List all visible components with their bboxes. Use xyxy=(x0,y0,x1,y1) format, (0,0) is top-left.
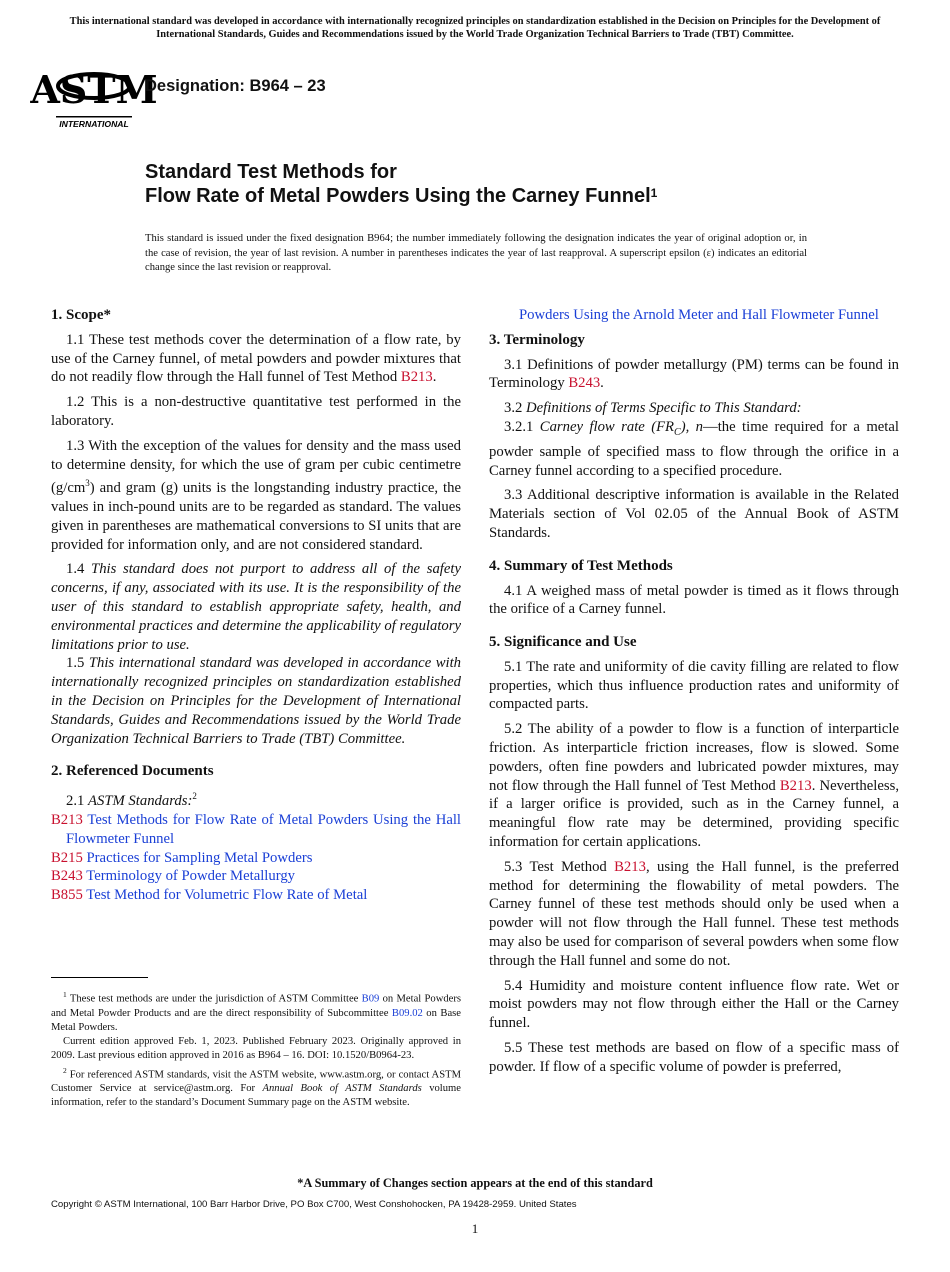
header-notice: This international standard was developed in accordance with internationally recognized principles on standardization established in the Decision on Principles for the Development of International Standards, Guides and Recommendations issued by the World Trade Organization Technical Barriers to Trade (TBT) Committee. xyxy=(69,16,881,40)
reference-code: B215 xyxy=(51,849,83,866)
section-5-heading: 5. Significance and Use xyxy=(489,634,637,651)
reference-code: B243 xyxy=(51,868,83,885)
section-4-heading: 4. Summary of Test Methods xyxy=(489,557,673,574)
footnotes xyxy=(51,988,461,1111)
title-line-1: Standard Test Methods for xyxy=(145,161,397,183)
footnote-2: $^2$ For referenced ASTM standards, visit the ASTM website, www.astm.org, or contact ASTM Customer Service at service@astm.org. For Annual Book of ASTM Standards volume information, refer to the standard’s Document Summary page on the ASTM website. xyxy=(51,1065,461,1109)
page-number: 1 xyxy=(471,1221,479,1236)
logo-letters: ASTM xyxy=(30,67,158,112)
astm-logo xyxy=(30,56,158,130)
left-column xyxy=(51,306,461,905)
section-1-heading: 1. Scope* xyxy=(51,307,111,323)
title-footnote-mark[interactable]: 1 xyxy=(650,186,658,200)
summary-of-changes-note: *A Summary of Changes section appears at the end of this standard xyxy=(297,1176,653,1190)
ref-link-b243[interactable]: B243 xyxy=(568,375,601,392)
committee-link-b09[interactable]: B09 xyxy=(361,993,380,1005)
reference-item[interactable] xyxy=(51,886,461,905)
ref-link-b213[interactable]: B213 xyxy=(614,858,646,875)
para-3-2-1: 3.2.1 Carney flow rate $(FR_C)$, n—the time required for a metal powder sample of specified mass to flow through the orifice in a Carney funnel according to a specified procedure. xyxy=(489,418,899,479)
reference-title: Terminology of Powder Metallurgy xyxy=(86,868,296,885)
reference-item[interactable] xyxy=(51,849,461,868)
ref-link-b213[interactable]: B213 xyxy=(779,777,812,794)
para-3-1: 3.1 Definitions of powder metallurgy (PM) terms can be found in Terminology B243. xyxy=(489,356,899,392)
title-line-2: Flow Rate of Metal Powders Using the Carney Funnel xyxy=(145,185,651,207)
issue-note: This standard is issued under the fixed designation B964; the number immediately following the designation indicates the year of original adoption or, in the case of revision, the year of last revision. A number in parentheses indicates the year of last reapproval. A superscript epsilon (ε) indicates an editorial change since the last revision or reapproval. xyxy=(145,233,807,274)
footnote-edition: Current edition approved Feb. 1, 2023. Published February 2023. Originally approved in 2009. Last previous edition approved in 2016 as B964 – 16. DOI: 10.1520/B0964-23. xyxy=(51,1036,461,1062)
para-2-1: 2.1 ASTM Standards:$^2$ xyxy=(66,791,197,810)
footnote-rule xyxy=(51,977,148,978)
reference-code: B213 xyxy=(51,811,83,828)
subcommittee-link-b0902[interactable]: B09.02 xyxy=(391,1007,423,1019)
para-1-5: 1.5 This international standard was developed in accordance with internationally recognized principles on standardization established in the Decision on Principles for the Development of International Standards, Guides and Recommendations issued by the World Trade Organization Technical Barriers to Trade (TBT) Committee. xyxy=(51,655,461,747)
reference-title: Practices for Sampling Metal Powders xyxy=(86,849,313,866)
reference-code: B855 xyxy=(51,887,83,904)
para-3-3: 3.3 Additional descriptive information is available in the Related Materials section of Vol 02.05 of the Annual Book of ASTM Standards. xyxy=(489,487,899,541)
para-4-1: 4.1 A weighed mass of metal powder is timed as it flows through the orifice of a Carney funnel. xyxy=(489,582,899,618)
copyright: Copyright © ASTM International, 100 Barr Harbor Drive, PO Box C700, West Conshohocken, PA 19428-2959. United States xyxy=(51,1199,577,1210)
reference-item[interactable] xyxy=(51,811,461,849)
reference-item[interactable] xyxy=(51,867,461,886)
document-title xyxy=(145,160,657,208)
logo-wordmark: INTERNATIONAL xyxy=(59,119,129,129)
reference-title: Test Methods for Flow Rate of Metal Powders Using the Hall Flowmeter Funnel xyxy=(66,811,461,847)
para-1-3: 1.3 With the exception of the values for density and the mass used to determine density, for which the use of gram per cubic centimetre $(g/cm^3)$ and gram (g) units is the longstanding industry practice, the values in inch-pound units are to be regarded as standard. The values given in parentheses are mathematical conversions to SI units that are provided for information only, and are not considered standard. xyxy=(51,437,461,553)
para-5-5: 5.5 These test methods are based on flow of a specific mass of powder. If flow of a specific volume of powder is preferred, xyxy=(489,1040,899,1075)
reference-title: Test Method for Volumetric Flow Rate of Metal xyxy=(86,887,368,904)
reference-title-continued[interactable]: Powders Using the Arnold Meter and Hall Flowmeter Funnel xyxy=(519,307,879,323)
section-2-heading: 2. Referenced Documents xyxy=(51,763,214,780)
footnote-1: $^1$ These test methods are under the jurisdiction of ASTM Committee B09 on Metal Powders and Metal Powder Products and are the direct responsibility of Subcommittee B09.02 on Base Metal Powders. xyxy=(51,990,461,1033)
para-1-2: 1.2 This is a non-destructive quantitative test performed in the laboratory. xyxy=(51,394,461,429)
para-5-3: 5.3 Test Method B213, using the Hall funnel, is the preferred method for determining the flowability of metal powders. The Carney funnel of these test methods should only be used when a powder will not flow through the Hall funnel. These test methods may also be used for comparison of several powders when some flow through the Hall funnel and some do not. xyxy=(489,858,899,969)
right-column xyxy=(489,306,899,1083)
para-5-2: 5.2 The ability of a powder to flow is a function of interparticle friction. As interparticle friction increases, flow is slowed. Some powders, often fine powders and lubricated powder mixtures, may not flow through the Hall funnel of Test Method B213. Nevertheless, if a larger orifice is provided, such as in the Carney funnel, a meaningful flow rate may be determined, providing specific information for certain applications. xyxy=(489,721,899,851)
para-1-4: 1.4 This standard does not purport to address all of the safety concerns, if any, associated with its use. It is the responsibility of the user of this standard to establish appropriate safety, health, and environmental practices and determine the applicability of regulatory limitations prior to use. xyxy=(51,561,462,653)
para-5-1: 5.1 The rate and uniformity of die cavity filling are related to flow properties, which thus influence production rates and uniformity of compacted parts. xyxy=(489,658,899,713)
section-3-heading: 3. Terminology xyxy=(489,331,585,348)
ref-link-b213[interactable]: B213 xyxy=(400,369,433,386)
para-3-2: 3.2 Definitions of Terms Specific to This Standard: xyxy=(504,400,802,417)
designation: Designation: B964 – 23 xyxy=(145,77,326,95)
para-5-4: 5.4 Humidity and moisture content influence flow rate. Wet or moist powders may not flow through either the Hall or the Carney funnel. xyxy=(489,977,899,1032)
para-1-1: 1.1 These test methods cover the determination of a flow rate, by use of the Carney funnel, of metal powders and powder mixtures that do not readily flow through the Hall funnel of Test Method B213. xyxy=(51,331,461,386)
